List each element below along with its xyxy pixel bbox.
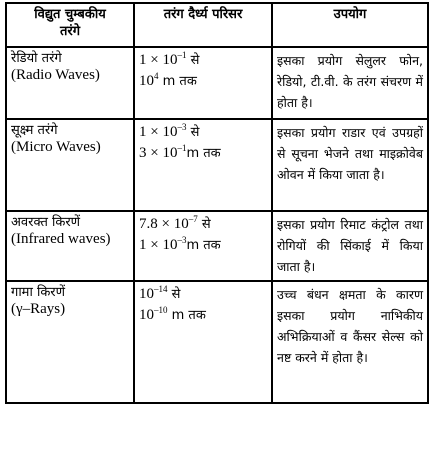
range-to: $10^{-10}$ m तक [139, 305, 206, 323]
wave-name-cell [6, 119, 134, 211]
wavelength-range-cell [134, 47, 272, 119]
electromagnetic-waves-table [5, 2, 429, 404]
wavelength-range-cell [134, 211, 272, 281]
wave-name-hindi: सूक्ष्म तरंगे [11, 123, 58, 138]
range-from: $1 \times 10^{-3}$ से [139, 122, 200, 140]
wave-name-english: (γ–Rays) [11, 301, 66, 317]
wave-name-english: (Infrared waves) [11, 231, 111, 247]
range-from: $7.8 \times 10^{-7}$ से [139, 214, 211, 232]
range-from: $1 \times 10^{-1}$ से [139, 50, 200, 68]
wavelength-range-cell [134, 119, 272, 211]
table-header-row [6, 3, 428, 47]
wave-name-hindi: गामा किरणें [11, 285, 66, 300]
wavelength-range-cell [134, 281, 272, 403]
use-cell: इसका प्रयोग सेलुलर फोन, रेडियो, टी.वी. के तरंग संचरण में होता है। [272, 47, 428, 119]
use-cell: उच्च बंधन क्षमता के कारण इसका प्रयोग नाभिकीय अभिक्रियाओं व कैंसर सेल्स को नष्ट करने में होता है। [272, 281, 428, 403]
range-to: $1 \times 10^{-3}m$ तक [139, 235, 221, 253]
header-wave-type-line2: तरंगे [59, 24, 81, 39]
wave-name-hindi: रेडियो तरंगे [11, 51, 62, 66]
use-cell: इसका प्रयोग राडार एवं उपग्रहों से सूचना भेजने तथा माइक्रोवेब ओवन में किया जाता है। [272, 119, 428, 211]
table-row [6, 281, 428, 403]
header-wavelength-range: तरंग दैर्ध्य परिसर [134, 3, 272, 47]
header-wave-type [6, 3, 134, 47]
wave-name-cell [6, 281, 134, 403]
wave-name-english: (Radio Waves) [11, 67, 100, 83]
range-from: $10^{-14}$ से [139, 284, 181, 302]
range-to: $3 \times 10^{-1}m$ तक [139, 143, 221, 161]
table-row [6, 47, 428, 119]
use-cell: इसका प्रयोग रिमाट कंट्रोल तथा रोगियों की सिंकाई में किया जाता है। [272, 211, 428, 281]
wave-name-hindi: अवरक्त किरणें [11, 215, 81, 230]
table-row [6, 119, 428, 211]
table-row [6, 211, 428, 281]
wave-name-cell [6, 211, 134, 281]
header-wave-type-line1: विद्युत चुम्बकीय [34, 7, 106, 22]
header-uses: उपयोग [272, 3, 428, 47]
range-to: $10^4$ m तक [139, 71, 197, 89]
wave-name-cell [6, 47, 134, 119]
wave-name-english: (Micro Waves) [11, 139, 101, 155]
